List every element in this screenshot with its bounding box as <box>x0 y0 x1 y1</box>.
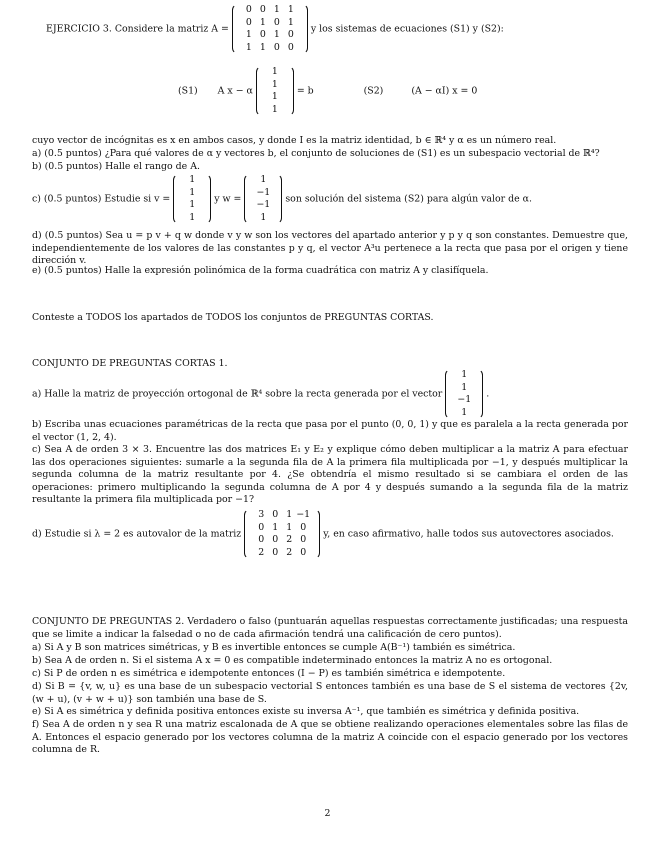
instruction: Conteste a TODOS los apartados de TODOS los conjuntos de PREGUNTAS CORTAS. <box>32 312 434 323</box>
page-number: 2 <box>324 808 331 819</box>
item-c-mid: y w = <box>214 193 242 205</box>
left-paren <box>256 66 263 116</box>
eigen-matrix <box>244 509 320 559</box>
matrix-entry: 1 <box>260 211 267 223</box>
vector-w-grid <box>251 174 275 224</box>
matrix-entry: 2 <box>286 546 293 558</box>
matrix-entry: 1 <box>273 29 280 40</box>
vector-w <box>244 174 282 224</box>
matrix-entry: 2 <box>258 546 265 558</box>
s1-rhs: = b <box>296 85 314 97</box>
ex3-item-d: d) (0.5 puntos) Sea u = p v + q w donde v y w son los vectores del apartado anterior y p y q son constantes. Demuestre que, independientemente de los valores de las constantes p y q, el vector A³u pertenece a la recta que pasa por el origen y tiene dirección v. <box>32 230 628 267</box>
ex3-header-tail: y los sistemas de ecuaciones (S1) y (S2): <box>310 23 504 35</box>
s1-label: (S1) <box>178 85 198 97</box>
right-paren <box>313 509 320 559</box>
ex3-intro: cuyo vector de incógnitas es x en ambos casos, y donde I es la matriz identidad, b ∈ ℝ⁴ y α es un número real. <box>32 135 557 146</box>
matrix-entry: 0 <box>300 546 307 558</box>
matrix-entry: 0 <box>300 534 307 545</box>
matrix-entry: 1 <box>461 369 468 380</box>
projection-vector-grid <box>452 369 476 419</box>
ex3-header-text: EJERCICIO 3. Considere la matriz A = <box>46 23 229 35</box>
matrix-entry: 1 <box>286 521 293 533</box>
set1-q-a-text: a) Halle la matriz de proyección ortogonal de ℝ⁴ sobre la recta generada por el vector <box>32 388 443 400</box>
matrix-entry: 1 <box>461 406 468 418</box>
matrix-entry: 0 <box>287 41 294 53</box>
matrix-entry: 0 <box>258 521 265 533</box>
systems-row <box>178 66 477 116</box>
item-c-start: c) (0.5 puntos) Estudie si v = <box>32 193 171 205</box>
matrix-entry: −1 <box>457 394 472 405</box>
matrix-entry: 1 <box>260 174 267 185</box>
matrix-entry: 1 <box>287 4 294 15</box>
matrix-entry: 0 <box>259 4 266 15</box>
matrix-entry: 1 <box>287 16 294 28</box>
matrix-entry: 1 <box>259 16 266 28</box>
matrix-entry: 0 <box>245 16 252 28</box>
s1-vector <box>256 66 294 116</box>
set1-q-d <box>32 509 614 559</box>
ex3-item-b: b) (0.5 puntos) Halle el rango de A. <box>32 161 200 172</box>
matrix-entry: −1 <box>256 199 271 210</box>
matrix-entry: 1 <box>286 509 293 520</box>
matrix-entry: 1 <box>189 199 196 210</box>
set1-q-d-text: d) Estudie si λ = 2 es autovalor de la matriz <box>32 528 242 540</box>
ex3-item-c <box>32 174 532 224</box>
matrix-entry: 0 <box>272 546 279 558</box>
set1-q-a-end: . <box>486 388 490 400</box>
set2-q-e: e) Si A es simétrica y definida positiva entonces existe su inversa A⁻¹, que también es simétrica y definida positiva. <box>32 706 580 717</box>
matrix-entry: 1 <box>461 381 468 393</box>
eigen-matrix-grid <box>251 509 313 559</box>
right-paren <box>275 174 282 224</box>
matrix-entry: 0 <box>272 534 279 545</box>
matrix-entry: 1 <box>245 41 252 53</box>
matrix-entry: 1 <box>271 78 278 90</box>
matrix-entry: 1 <box>271 103 278 115</box>
matrix-entry: 0 <box>273 41 280 53</box>
matrix-a-grid <box>239 4 301 54</box>
projection-vector <box>445 369 483 419</box>
matrix-entry: 1 <box>273 4 280 15</box>
matrix-entry: 2 <box>286 534 293 545</box>
matrix-entry: 0 <box>245 4 252 15</box>
set2-q-f: f) Sea A de orden n y sea R una matriz escalonada de A que se obtiene realizando operaciones elementales sobre las filas de A. Entonces el espacio generado por los vectores columna de la matriz A coincide con el espacio generado por los vectores columna de R. <box>32 719 628 756</box>
ex3-item-e: e) (0.5 puntos) Halle la expresión polinómica de la forma cuadrática con matriz A y clasifíquela. <box>32 265 489 276</box>
left-paren <box>244 174 251 224</box>
set2-q-d: d) Si B = {v, w, u} es una base de un subespacio vectorial S entonces también es una base de S el sistema de vectores {2v, (w + u), (v + w + u)} son también una base de S. <box>32 681 628 705</box>
left-paren <box>445 369 452 419</box>
set1-title: CONJUNTO DE PREGUNTAS CORTAS 1. <box>32 358 228 369</box>
matrix-entry: 0 <box>259 29 266 40</box>
matrix-entry: 1 <box>245 29 252 40</box>
right-paren <box>476 369 483 419</box>
set2-intro: CONJUNTO DE PREGUNTAS 2. Verdadero o falso (puntuarán aquellas respuestas correctamente justificadas; una respuesta que se limite a indicar la falsedad o no de cada afirmación tendrá una calificación de cero puntos). <box>32 616 628 640</box>
matrix-entry: 1 <box>271 66 278 77</box>
set2-q-c: c) Si P de orden n es simétrica e idempotente entonces (I − P) es también simétrica e idempotente. <box>32 668 506 679</box>
left-paren <box>232 4 239 54</box>
ex3-header <box>46 4 504 54</box>
matrix-entry: 1 <box>271 91 278 102</box>
matrix-entry: −1 <box>296 509 311 520</box>
matrix-entry: 1 <box>189 186 196 198</box>
matrix-entry: 1 <box>272 521 279 533</box>
s1-lhs: A x − α <box>217 85 253 97</box>
vector-v <box>173 174 211 224</box>
left-paren <box>173 174 180 224</box>
set1-q-c: c) Sea A de orden 3 × 3. Encuentre las dos matrices E₁ y E₂ y explique cómo deben multiplicar a la matriz A para efectuar las dos operaciones siguientes: sumarle a la segunda fila de A la primera fila multiplicada por −1, y después multiplicar la segunda columna de la matriz resultante por 4. ¿Se obtendría el mismo resultado si se cambiara el orden de las operaciones: primero multiplicando la segunda columna de A por 4 y después sumando a la segunda fila de la matriz resultante la primera fila multiplicada por −1? <box>32 444 628 506</box>
right-paren <box>301 4 308 54</box>
set2-q-a: a) Si A y B son matrices simétricas, y B es invertible entonces se cumple A(B⁻¹) también es simétrica. <box>32 642 516 653</box>
matrix-entry: 0 <box>258 534 265 545</box>
matrix-entry: −1 <box>256 186 271 198</box>
matrix-entry: 3 <box>258 509 265 520</box>
right-paren <box>287 66 294 116</box>
set1-q-b: b) Escriba unas ecuaciones paramétricas de la recta que pasa por el punto (0, 0, 1) y que es paralela a la recta generada por el vector (1, 2, 4). <box>32 419 628 443</box>
vector-v-grid <box>180 174 204 224</box>
matrix-entry: 0 <box>272 509 279 520</box>
matrix-entry: 0 <box>287 29 294 40</box>
matrix-entry: 1 <box>259 41 266 53</box>
set2-q-b: b) Sea A de orden n. Si el sistema A x = 0 es compatible indeterminado entonces la matriz A no es ortogonal. <box>32 655 553 666</box>
left-paren <box>244 509 251 559</box>
item-c-end: son solución del sistema (S2) para algún valor de α. <box>285 193 532 205</box>
s1-vector-grid <box>263 66 287 116</box>
matrix-entry: 1 <box>189 211 196 223</box>
set1-q-d-end: y, en caso afirmativo, halle todos sus autovectores asociados. <box>323 528 614 540</box>
matrix-entry: 0 <box>300 521 307 533</box>
s2-equation: (A − αI) x = 0 <box>411 85 478 97</box>
ex3-item-a: a) (0.5 puntos) ¿Para qué valores de α y vectores b, el conjunto de soluciones de (S1) es un subespacio vectorial de ℝ⁴? <box>32 148 600 159</box>
right-paren <box>204 174 211 224</box>
set1-q-a <box>32 369 489 419</box>
matrix-entry: 0 <box>273 16 280 28</box>
matrix-a <box>232 4 308 54</box>
matrix-entry: 1 <box>189 174 196 185</box>
s2-label: (S2) <box>363 85 384 97</box>
